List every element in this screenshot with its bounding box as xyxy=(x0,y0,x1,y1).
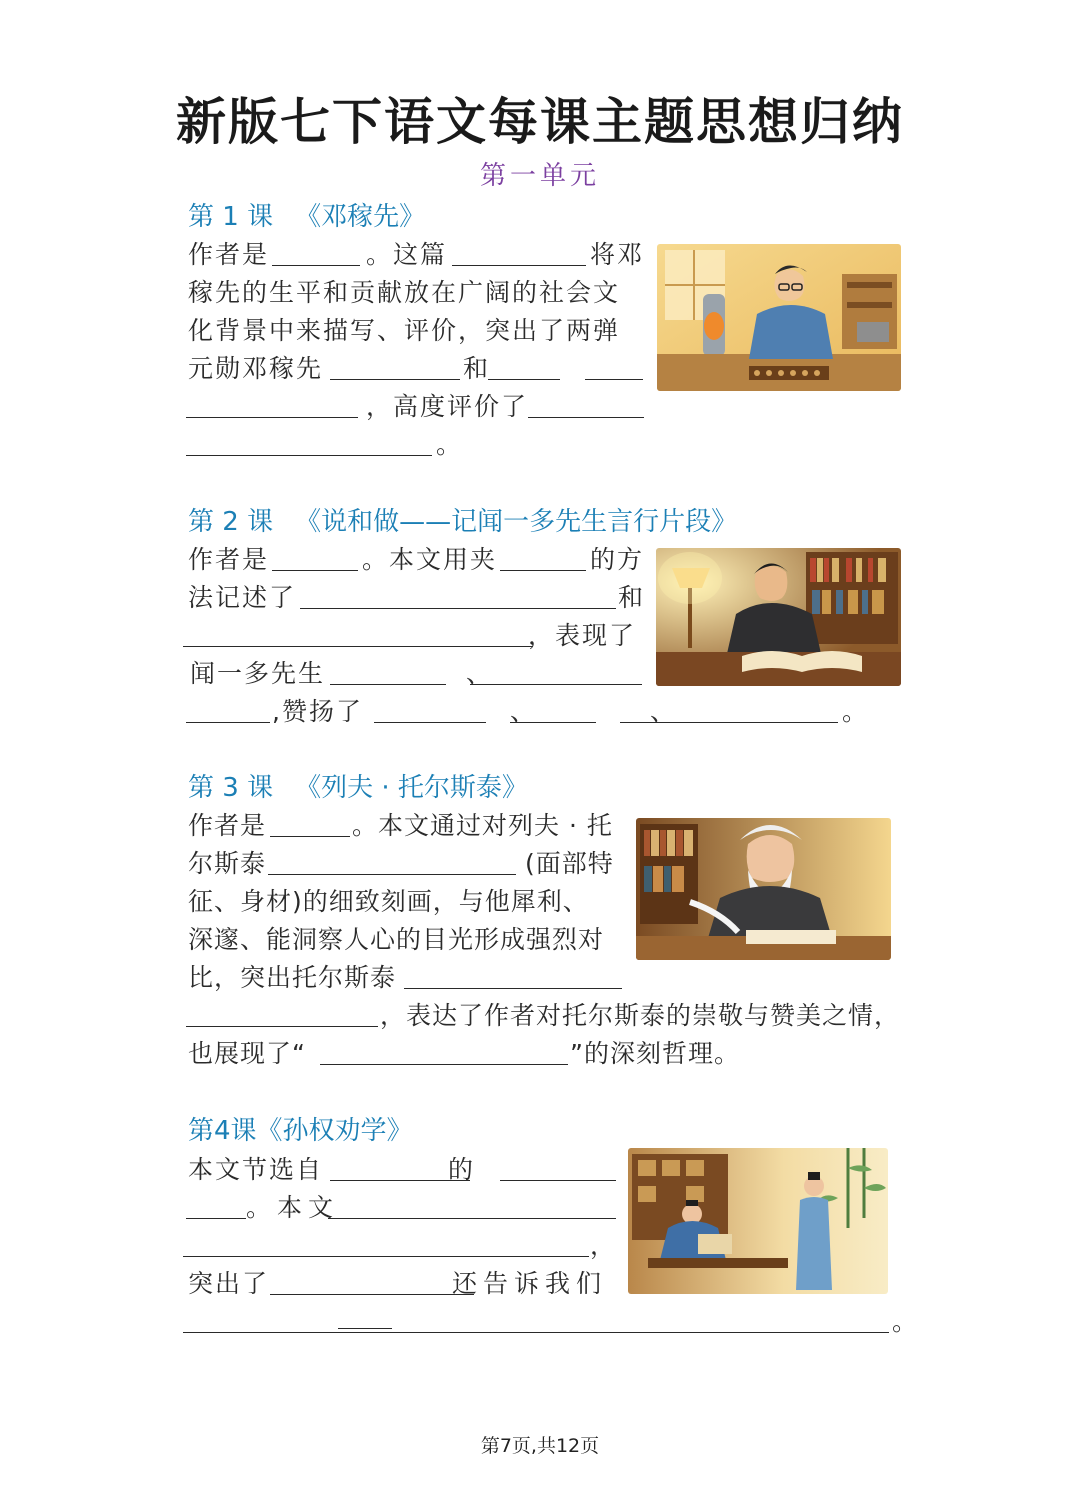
l3-text: 深邃、能洞察人心的目光形成强烈对 xyxy=(188,925,605,954)
tolstoy-writing-illustration xyxy=(636,818,891,960)
l3-text: 尔斯泰 xyxy=(188,849,267,878)
lesson-1-number: 第 1 课 xyxy=(188,202,274,232)
lesson-2-number: 第 2 课 xyxy=(188,507,274,537)
page-footer: 第7页,共12页 xyxy=(480,1435,600,1457)
illustration xyxy=(636,818,891,960)
scholar-reading-illustration xyxy=(656,548,901,686)
lesson-4-number: 第4课 xyxy=(188,1116,257,1146)
l2-blank-5[interactable] xyxy=(186,722,270,723)
l1-blank-5[interactable] xyxy=(528,417,644,418)
l3-blank-3[interactable] xyxy=(186,1026,378,1027)
l4-blank-5[interactable] xyxy=(183,1256,589,1257)
l4-text: 。 xyxy=(892,1307,920,1336)
l2-blank-2[interactable] xyxy=(183,646,533,647)
l2-text: 、 xyxy=(466,659,494,688)
l3-text: 作者是 xyxy=(188,811,267,840)
l4-blank-mark xyxy=(338,1328,392,1329)
scientist-lab-illustration xyxy=(657,244,901,391)
l1-text: 作者是 xyxy=(188,240,270,269)
illustration xyxy=(656,548,901,686)
l4-text: 还告诉我们 xyxy=(452,1269,608,1298)
lesson-1-book: 《邓稼先》 xyxy=(295,202,426,232)
illustration xyxy=(628,1148,888,1294)
lesson-3-number: 第 3 课 xyxy=(188,773,274,803)
l2-blank-4[interactable] xyxy=(470,684,642,685)
l1-blank-2[interactable] xyxy=(488,379,560,380)
l1-blank-genre[interactable] xyxy=(452,265,586,266)
l4-blank-6[interactable] xyxy=(270,1294,474,1295)
lesson-4-book: 《孙权劝学》 xyxy=(256,1116,413,1146)
l1-blank-6[interactable] xyxy=(186,455,432,456)
l2-blank-author[interactable] xyxy=(272,570,358,571)
l2-text: 。 xyxy=(842,697,870,726)
l2-blank-7[interactable] xyxy=(510,722,596,723)
l1-text: 和 xyxy=(463,354,491,383)
l1-text: 将邓 xyxy=(590,240,645,269)
l1-text: 稼先的生平和贡献放在广阔的社会文 xyxy=(188,278,621,307)
l3-text: 征、身材)的细致刻画，与他犀利、 xyxy=(188,887,589,916)
l4-blank-3[interactable] xyxy=(186,1218,246,1219)
l4-text: 本文节选自 xyxy=(188,1155,324,1184)
lesson-3-book: 《列夫 · 托尔斯泰》 xyxy=(295,773,528,803)
l2-blank-1[interactable] xyxy=(300,608,616,609)
l4-text: 的 xyxy=(448,1155,476,1184)
l3-text: ，表达了作者对托尔斯泰的崇敬与赞美之情， xyxy=(380,1001,901,1030)
l2-text: 和 xyxy=(618,583,646,612)
illustration xyxy=(657,244,901,391)
l4-blank-4[interactable] xyxy=(328,1218,616,1219)
lesson-3-heading xyxy=(188,767,528,804)
lesson-2-book: 《说和做——记闻一多先生言行片段》 xyxy=(295,507,738,537)
l2-text: ，表现了 xyxy=(528,621,637,650)
l1-blank-author[interactable] xyxy=(272,265,360,266)
l2-text: 的方 xyxy=(590,545,645,574)
ancient-scholars-illustration xyxy=(628,1148,888,1294)
l2-blank-8[interactable] xyxy=(620,722,838,723)
l3-text: ”的深刻哲理。 xyxy=(570,1039,740,1068)
l3-text: 。本文通过对列夫 · 托 xyxy=(352,811,613,840)
l2-text: 。本文用夹 xyxy=(362,545,498,574)
l1-text: 化背景中来描写、评价，突出了两弹 xyxy=(188,316,621,345)
l3-blank-2[interactable] xyxy=(404,988,622,989)
l3-blank-4[interactable] xyxy=(320,1064,568,1065)
l1-text: ，高度评价了 xyxy=(366,392,529,421)
lesson-2-heading xyxy=(188,501,737,538)
l2-text: 、 xyxy=(650,697,678,726)
l2-blank-6[interactable] xyxy=(374,722,486,723)
l2-text: 作者是 xyxy=(188,545,270,574)
l3-text: 也展现了“ xyxy=(188,1039,306,1068)
l3-text: (面部特 xyxy=(525,849,614,878)
l2-text: 法记述了 xyxy=(188,583,297,612)
l4-text: 。本文 xyxy=(246,1193,340,1222)
page-title: 新版七下语文每课主题思想归纳 xyxy=(176,93,904,151)
lesson-1-heading xyxy=(188,196,425,233)
l3-blank-author[interactable] xyxy=(270,836,350,837)
l1-text: 元勋邓稼先 xyxy=(188,354,324,383)
l1-blank-4[interactable] xyxy=(186,417,358,418)
l1-blank-3[interactable] xyxy=(585,379,643,380)
l1-text: 。这篇 xyxy=(366,240,448,269)
l3-blank-1[interactable] xyxy=(268,874,516,875)
l2-blank-3[interactable] xyxy=(330,684,446,685)
l1-blank-1[interactable] xyxy=(330,379,460,380)
unit-heading: 第一单元 xyxy=(479,161,600,191)
l2-text: ,赞扬了 xyxy=(272,697,363,726)
l4-blank-7[interactable] xyxy=(183,1332,889,1333)
l2-text: 、 xyxy=(510,697,538,726)
l3-text: 比，突出托尔斯泰 xyxy=(188,963,397,992)
l1-text: 。 xyxy=(436,430,464,459)
l4-text: 突出了 xyxy=(188,1269,270,1298)
lesson-4-heading xyxy=(188,1110,413,1147)
l2-blank-method[interactable] xyxy=(500,570,586,571)
l4-text: ， xyxy=(590,1231,618,1260)
l2-text: 闻一多先生 xyxy=(190,659,326,688)
l4-blank-2[interactable] xyxy=(500,1180,616,1181)
